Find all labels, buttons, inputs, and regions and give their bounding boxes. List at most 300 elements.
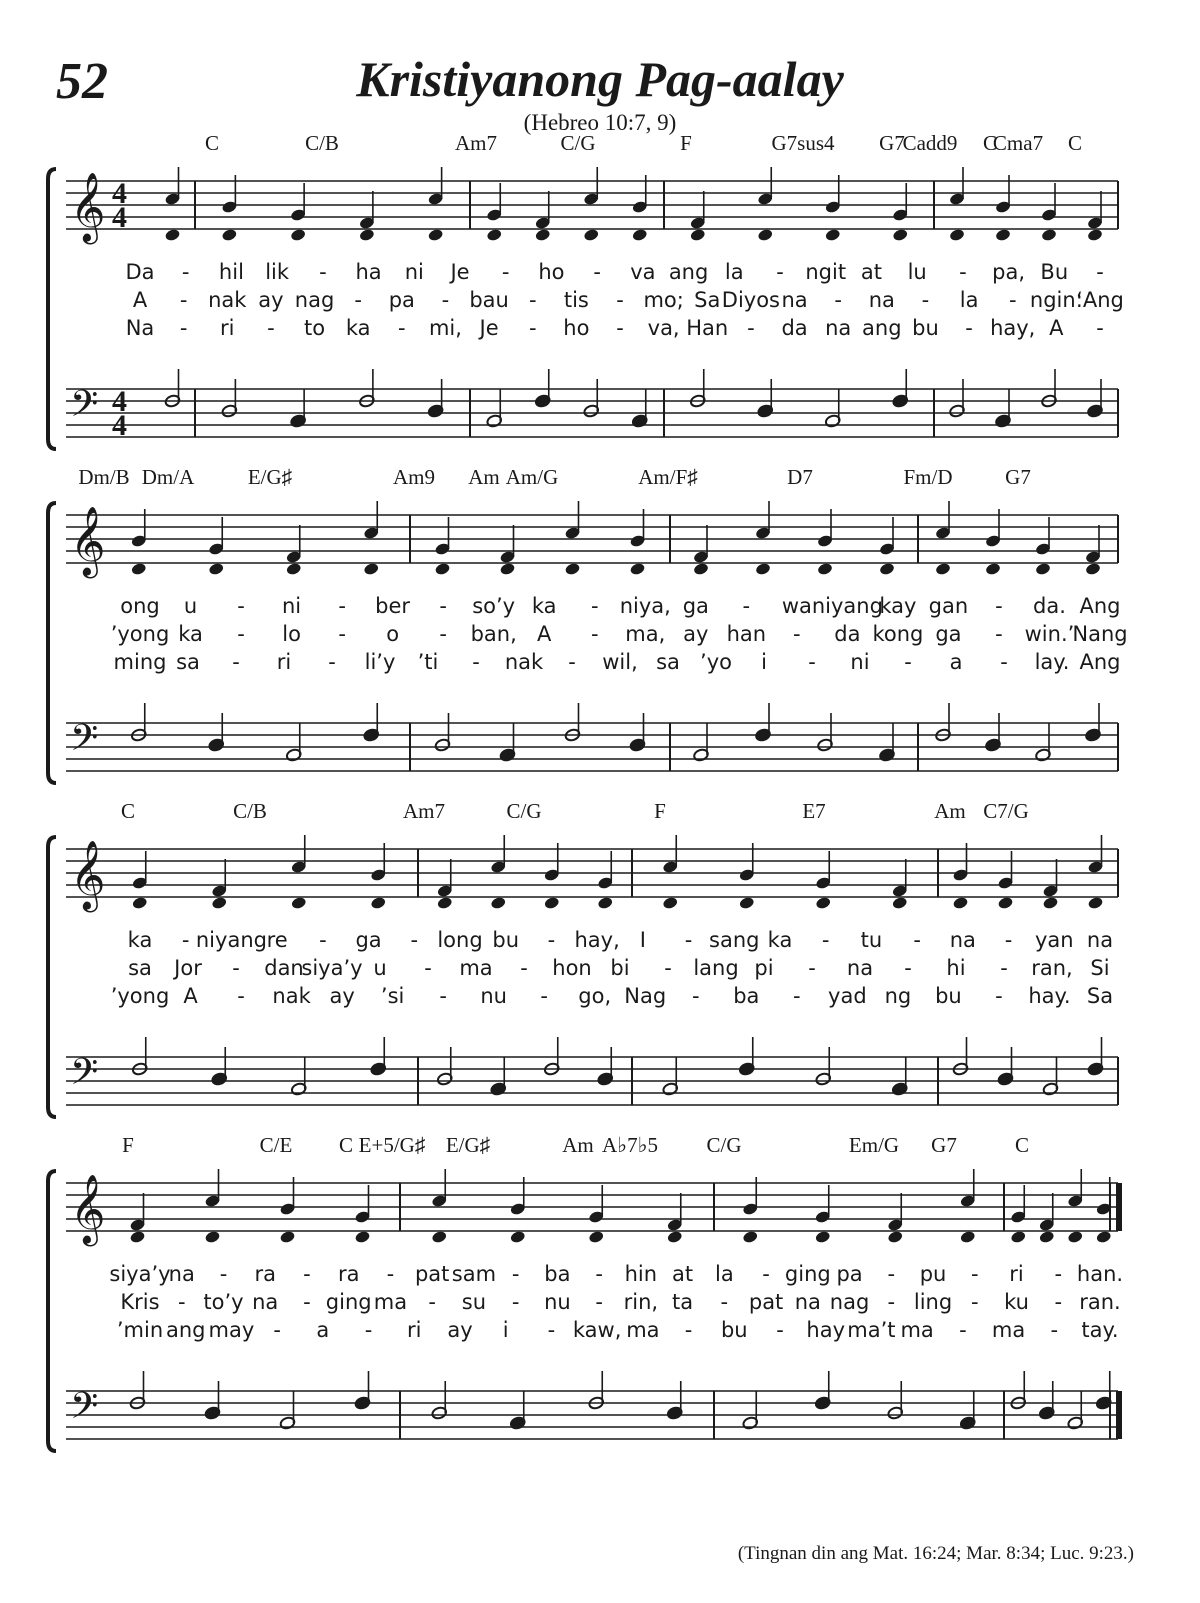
lyric-syllable: at <box>672 1262 694 1286</box>
lyric-syllable: - <box>720 1290 729 1314</box>
lyric-syllable: - <box>428 1290 436 1314</box>
lyric-syllable: hay. <box>1028 984 1071 1008</box>
lyric-syllable: kaw, <box>572 1318 622 1342</box>
lyric-syllable: ni <box>404 260 424 284</box>
note-head <box>204 1230 221 1244</box>
lyric-syllable: - <box>970 1262 979 1286</box>
chord-symbol: Dm/B <box>78 465 130 489</box>
lyric-syllable: sang <box>709 928 760 952</box>
chord-symbol: Am/F♯ <box>638 465 698 489</box>
note-head <box>436 896 453 910</box>
lyric-syllable: A <box>132 288 148 312</box>
lyric-syllable: ay <box>258 288 284 312</box>
lyric-syllable: ay <box>447 1318 473 1342</box>
lyric-syllable: pi <box>754 956 774 980</box>
lyric-syllable: i <box>502 1318 509 1342</box>
treble-time-signature-top: 4 <box>112 177 127 210</box>
note-head <box>290 896 307 910</box>
note-head <box>892 228 909 242</box>
lyric-syllable: - <box>793 984 801 1008</box>
song-title: Kristiyanong Pag-aalay <box>356 51 844 107</box>
note-head <box>543 896 560 910</box>
note-head <box>129 1230 146 1244</box>
lyric-syllable: - <box>179 288 188 312</box>
lyric-syllable: ka <box>178 622 203 646</box>
lyric-syllable: dan <box>264 956 304 980</box>
lyric-syllable: ni <box>850 650 870 674</box>
note-head <box>588 1230 605 1244</box>
lyric-syllable: - <box>887 1290 896 1314</box>
note-head <box>208 562 225 576</box>
lyric-syllable: ri <box>1009 1262 1024 1286</box>
chord-symbol: A♭7♭5 <box>602 1133 658 1157</box>
lyric-syllable: win.’ <box>1024 622 1075 646</box>
lyric-syllable: ’si <box>380 984 405 1008</box>
note-head <box>534 228 551 242</box>
bass-clef: 𝄢 <box>70 383 99 434</box>
lyric-syllable: to <box>303 316 326 340</box>
lyric-syllable: hay, <box>990 316 1036 340</box>
bass-staff <box>66 1391 1118 1439</box>
lyric-syllable: Si <box>1090 956 1110 980</box>
note-head <box>997 896 1014 910</box>
lyric-syllable: - <box>1054 1290 1063 1314</box>
treble-staff <box>66 1183 1118 1231</box>
lyric-syllable: kong <box>872 622 924 646</box>
note-head <box>689 228 706 242</box>
lyric-syllable: - <box>303 1290 311 1314</box>
lyric-syllable: - <box>1000 956 1008 980</box>
lyric-syllable: - <box>439 622 447 646</box>
note-head <box>130 562 147 576</box>
treble-clef: 𝄞 <box>70 1174 106 1244</box>
lyric-syllable: ha <box>355 260 382 284</box>
lyric-syllable: - <box>511 1290 520 1314</box>
chord-symbol: G7 <box>931 1133 957 1157</box>
lyric-syllable: - <box>904 956 912 980</box>
note-head <box>817 562 834 576</box>
lyric-syllable: - <box>970 1290 979 1314</box>
treble-clef: 𝄞 <box>70 840 106 910</box>
lyric-syllable: o <box>386 622 400 646</box>
lyric-syllable: Nang <box>1072 622 1128 646</box>
chord-symbol: Am/G <box>505 465 559 489</box>
lyric-syllable: - <box>747 316 755 340</box>
note-head <box>631 228 648 242</box>
lyric-syllable: - <box>338 622 346 646</box>
chord-symbol: C <box>982 131 998 155</box>
treble-clef: 𝄞 <box>70 506 106 576</box>
lyric-syllable: lik <box>265 260 290 284</box>
chord-symbol: C <box>338 1133 354 1157</box>
lyric-syllable: - <box>1000 650 1008 674</box>
lyric-syllable: na <box>168 1262 195 1286</box>
lyric-syllable: sam <box>451 1262 497 1286</box>
chord-symbol: G7 <box>1005 465 1031 489</box>
lyric-syllable: sa <box>128 956 152 980</box>
lyric-syllable: a <box>949 650 963 674</box>
lyric-syllable: - <box>742 594 751 618</box>
lyric-syllable: ga <box>355 928 382 952</box>
lyric-syllable: - <box>887 1262 896 1286</box>
lyric-syllable: ‘Ang <box>1076 288 1124 312</box>
lyric-syllable: ho <box>538 260 565 284</box>
note-head <box>755 562 772 576</box>
lyric-syllable: - <box>1004 928 1013 952</box>
note-head <box>985 562 1002 576</box>
lyric-syllable: ra <box>337 1262 360 1286</box>
lyric-syllable: bu <box>935 984 962 1008</box>
lyric-syllable: ma <box>991 1318 1026 1342</box>
chord-symbol: C/B <box>233 799 267 823</box>
lyric-syllable: Je <box>450 260 470 284</box>
lyric-syllable: - <box>1096 260 1104 284</box>
lyric-syllable: nag <box>829 1290 870 1314</box>
lyric-syllable: va, <box>647 316 680 340</box>
lyric-syllable: - <box>913 928 921 952</box>
lyric-syllable: i <box>761 650 767 674</box>
note-head <box>221 228 238 242</box>
lyric-syllable: - <box>692 984 700 1008</box>
note-head <box>564 562 581 576</box>
lyric-syllable: pa, <box>992 260 1026 284</box>
lyric-syllable: - <box>547 928 556 952</box>
bass-clef: 𝄢 <box>70 717 99 768</box>
lyric-syllable: bu <box>720 1318 748 1342</box>
treble-time-signature-bottom: 4 <box>112 201 127 234</box>
lyric-syllable: ran. <box>1079 1290 1121 1314</box>
lyric-syllable: - <box>995 984 1003 1008</box>
lyric-syllable: wil, <box>602 650 638 674</box>
lyric-syllable: Kris <box>120 1290 160 1314</box>
lyric-syllable: pu <box>919 1262 947 1286</box>
system-bracket <box>48 169 56 449</box>
lyric-syllable: lay. <box>1034 650 1070 674</box>
lyric-syllable: nak <box>504 650 544 674</box>
lyric-syllable: rin, <box>623 1290 659 1314</box>
lyric-syllable: yad <box>828 984 867 1008</box>
chord-symbol: Am7 <box>403 799 445 823</box>
note-head <box>427 228 444 242</box>
lyric-syllable: tis <box>563 288 589 312</box>
chord-symbol: C <box>120 799 136 823</box>
chord-symbol: F <box>122 1133 134 1157</box>
lyric-syllable: ng <box>884 984 912 1008</box>
scripture-reference: (Hebreo 10:7, 9) <box>523 110 677 135</box>
chord-symbol: C <box>1014 1133 1030 1157</box>
lyric-syllable: - <box>177 1290 186 1314</box>
lyric-syllable: ang <box>862 316 902 340</box>
lyric-syllable: tu <box>860 928 883 952</box>
lyric-syllable: bu <box>492 928 520 952</box>
lyric-syllable: ma, <box>625 622 666 646</box>
lyric-syllable: ka <box>531 594 557 618</box>
bass-time-signature-bottom: 4 <box>112 409 127 442</box>
note-head <box>583 228 600 242</box>
lyric-syllable: la <box>959 288 979 312</box>
lyric-syllable: ba <box>733 984 760 1008</box>
lyric-syllable: ta <box>672 1290 694 1314</box>
lyric-syllable: ban, <box>470 622 517 646</box>
note-head <box>662 896 679 910</box>
chord-symbol: Am <box>934 799 966 823</box>
lyric-syllable: - <box>424 956 432 980</box>
chord-symbol: Cadd9 <box>902 131 958 155</box>
system-bracket <box>48 503 56 783</box>
note-head <box>629 562 646 576</box>
bass-time-signature-top: 4 <box>112 385 127 418</box>
lyric-syllable: - <box>303 1262 311 1286</box>
chord-symbol: F <box>654 799 666 823</box>
lyric-syllable: - <box>959 260 967 284</box>
lyric-syllable: so’y <box>472 594 516 618</box>
lyric-syllable: hon <box>552 956 592 980</box>
lyric-syllable: - <box>921 288 930 312</box>
lyric-syllable: Na <box>125 316 155 340</box>
lyric-syllable: - <box>354 288 362 312</box>
lyric-syllable: Ang <box>1079 650 1121 674</box>
lyric-syllable: nu <box>480 984 507 1008</box>
lyric-syllable: ma’t <box>847 1318 896 1342</box>
lyric-syllable: - <box>684 928 693 952</box>
lyric-syllable: na <box>949 928 976 952</box>
lyric-syllable: niyang <box>811 594 883 618</box>
lyric-syllable: - <box>1008 288 1017 312</box>
note-head <box>431 1230 448 1244</box>
lyric-syllable: na <box>781 288 808 312</box>
lyric-syllable: - <box>410 928 419 952</box>
note-head <box>959 1230 976 1244</box>
lyric-syllable: - <box>1054 1262 1063 1286</box>
lyric-syllable: ngit <box>805 260 847 284</box>
lyric-syllable: ri <box>276 650 292 674</box>
lyric-syllable: - <box>965 316 973 340</box>
note-head <box>814 1230 831 1244</box>
lyric-syllable: Sa <box>1086 984 1114 1008</box>
chord-symbol: Cma7 <box>992 131 1044 155</box>
lyric-syllable: a <box>316 1318 330 1342</box>
lyric-syllable: Sa <box>694 288 721 312</box>
note-head <box>354 1230 371 1244</box>
lyric-syllable: ni <box>282 594 302 618</box>
lyric-syllable: ka <box>345 316 371 340</box>
system-4 <box>48 1133 1123 1451</box>
lyric-syllable: lu <box>907 260 927 284</box>
lyric-syllable: - <box>338 594 346 618</box>
lyric-syllable: u <box>373 956 387 980</box>
lyric-syllable: na <box>794 1290 821 1314</box>
lyric-syllable: ang <box>668 260 709 284</box>
lyric-syllable: sa <box>656 650 680 674</box>
lyric-syllable: ho <box>563 316 590 340</box>
lyric-syllable: - <box>441 288 450 312</box>
note-head <box>1035 562 1052 576</box>
chord-symbol: G7 <box>879 131 905 155</box>
lyric-syllable: - <box>904 650 912 674</box>
chord-symbol: C7/G <box>983 799 1029 823</box>
note-head <box>949 228 966 242</box>
lyric-syllable: u <box>183 594 198 618</box>
note-head <box>499 562 516 576</box>
lyric-syllable: ber <box>375 594 411 618</box>
chord-symbol: C <box>1067 131 1083 155</box>
chord-symbol: E/G♯ <box>445 1133 491 1157</box>
lyric-syllable: - <box>328 650 336 674</box>
lyric-syllable: la <box>714 1262 734 1286</box>
lyric-syllable: hi <box>946 956 966 980</box>
chord-symbol: G7sus4 <box>771 131 835 155</box>
chord-symbol: C/G <box>560 131 596 155</box>
chord-symbol: C/B <box>305 131 339 155</box>
lyric-syllable: ’min <box>116 1318 164 1342</box>
lyric-syllable: lo <box>282 622 301 646</box>
lyric-syllable: siya’y <box>109 1262 171 1286</box>
lyric-syllable: han. <box>1076 1262 1124 1286</box>
system-bracket <box>48 1171 56 1451</box>
lyric-syllable: ran, <box>1031 956 1073 980</box>
lyric-syllable: - <box>684 1318 693 1342</box>
chord-symbol: C/G <box>706 1133 742 1157</box>
note-head <box>434 562 451 576</box>
lyric-syllable: pat <box>414 1262 450 1286</box>
chord-symbol: Am <box>562 1133 594 1157</box>
lyric-syllable: - <box>616 316 624 340</box>
lyric-syllable: - <box>439 594 447 618</box>
note-head <box>879 562 896 576</box>
lyric-syllable: nak <box>208 288 247 312</box>
lyric-syllable: ga <box>935 622 962 646</box>
chord-symbol: Am9 <box>393 465 435 489</box>
lyric-syllable: re <box>266 928 288 952</box>
lyric-syllable: ma <box>626 1318 660 1342</box>
note-head <box>891 896 908 910</box>
lyric-syllable: ngin: <box>1029 288 1083 312</box>
lyric-syllable: ’yong <box>110 984 170 1008</box>
lyric-syllable: - <box>595 1290 603 1314</box>
chord-symbol: F <box>680 131 692 155</box>
note-head <box>490 896 507 910</box>
chord-symbol: E+5/G♯ <box>358 1133 426 1157</box>
lyric-syllable: tay. <box>1081 1318 1119 1342</box>
lyric-syllable: - <box>995 622 1003 646</box>
chord-symbol: C/G <box>506 799 542 823</box>
lyric-syllable: - <box>232 956 240 980</box>
treble-staff <box>66 515 1118 563</box>
lyric-syllable: hay, <box>574 928 620 952</box>
lyric-syllable: Diyos <box>721 288 781 312</box>
lyric-syllable: - <box>511 1262 520 1286</box>
lyric-syllable: ’yo <box>700 650 732 674</box>
lyric-syllable: - <box>364 1318 373 1342</box>
lyric-syllable: ling <box>913 1290 953 1314</box>
chord-symbol: Em/G <box>848 1133 900 1157</box>
chord-symbol: D7 <box>787 465 813 489</box>
chord-symbol: Fm/D <box>903 465 953 489</box>
lyric-syllable: ka <box>127 928 153 952</box>
lyric-syllable: A <box>1049 316 1064 340</box>
lyric-syllable: sa <box>176 650 200 674</box>
note-head <box>1041 228 1058 242</box>
lyric-syllable: ku <box>1004 1290 1029 1314</box>
note-head <box>887 1230 904 1244</box>
note-head <box>211 896 228 910</box>
note-head <box>486 228 503 242</box>
lyric-syllable: - <box>590 594 599 618</box>
lyric-syllable: - <box>472 650 480 674</box>
lyric-syllable: ging <box>784 1262 831 1286</box>
lyric-syllable: - <box>520 956 528 980</box>
lyric-syllable: - <box>776 1318 784 1342</box>
lyric-syllable: na <box>846 956 874 980</box>
lyric-syllable: da <box>781 316 808 340</box>
lyric-syllable: - <box>219 1262 228 1286</box>
note-head <box>164 228 181 242</box>
lyric-syllable: - <box>237 622 245 646</box>
lyric-syllable: bu <box>912 316 939 340</box>
lyric-syllable: - <box>762 1262 770 1286</box>
lyric-syllable: - <box>181 928 190 952</box>
note-head <box>363 562 380 576</box>
lyric-syllable: I <box>639 928 646 952</box>
lyric-syllable: - <box>1050 1318 1059 1342</box>
lyric-syllable: lang <box>693 956 739 980</box>
treble-clef: 𝄞 <box>70 172 106 242</box>
lyric-syllable: - <box>808 650 816 674</box>
note-head <box>1038 1230 1055 1244</box>
lyric-syllable: Ang <box>1079 594 1121 618</box>
lyric-syllable: - <box>267 316 275 340</box>
lyric-syllable: - <box>593 260 601 284</box>
lyric-syllable: Han <box>686 316 729 340</box>
lyric-syllable: su <box>461 1290 487 1314</box>
lyric-syllable: ga <box>682 594 709 618</box>
lyric-syllable: pa <box>836 1262 863 1286</box>
note-head <box>815 896 832 910</box>
note-head <box>279 1230 296 1244</box>
lyric-syllable: may <box>208 1318 255 1342</box>
lyric-syllable: ri <box>407 1318 422 1342</box>
note-head <box>693 562 710 576</box>
note-head <box>995 228 1012 242</box>
lyric-syllable: Bu <box>1040 260 1069 284</box>
lyric-syllable: - <box>528 288 537 312</box>
chord-symbol: C/E <box>259 1133 293 1157</box>
note-head <box>1042 896 1059 910</box>
system-1 <box>48 131 1124 449</box>
lyric-syllable: ong <box>120 594 160 618</box>
lyric-syllable: - <box>595 1262 603 1286</box>
lyric-syllable: - <box>568 650 576 674</box>
lyric-syllable: ay <box>329 984 355 1008</box>
lyric-syllable: ma <box>373 1290 408 1314</box>
song-number: 52 <box>56 53 108 110</box>
note-head <box>757 228 774 242</box>
final-barline <box>1116 1183 1122 1231</box>
lyric-syllable: va <box>630 260 656 284</box>
note-head <box>1010 1230 1027 1244</box>
lyric-syllable: - <box>664 956 672 980</box>
lyric-syllable: - <box>501 260 510 284</box>
note-head <box>1087 228 1104 242</box>
lyric-syllable: - <box>181 260 190 284</box>
lyric-syllable: to’y <box>203 1290 244 1314</box>
note-head <box>1067 1230 1084 1244</box>
system-2 <box>48 465 1128 783</box>
note-head <box>131 896 148 910</box>
system-bracket <box>48 837 56 1117</box>
lyric-syllable: ang <box>165 1318 206 1342</box>
lyric-syllable: Jor <box>174 956 202 980</box>
